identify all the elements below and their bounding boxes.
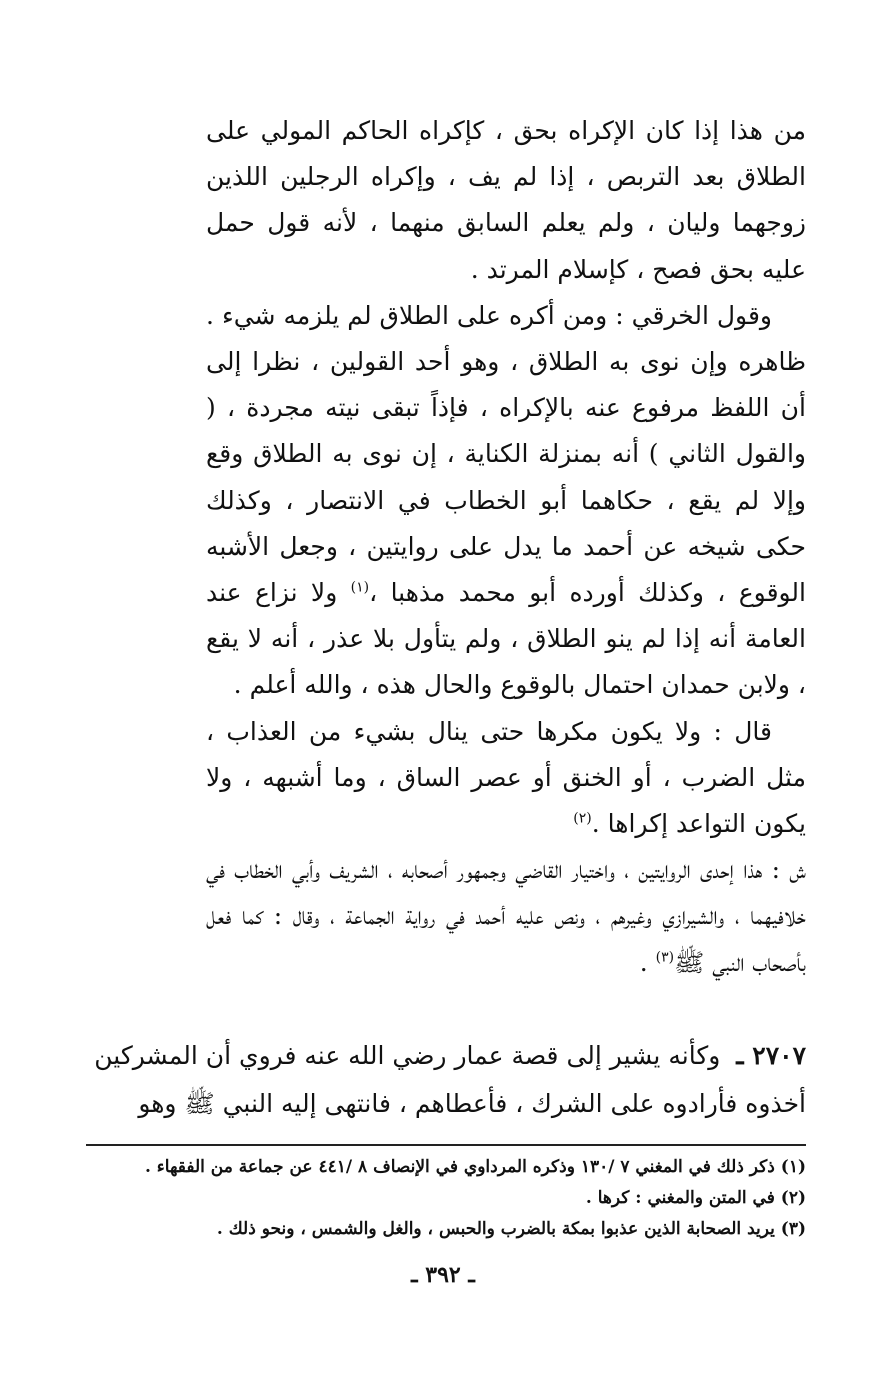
paragraph-2: وقول الخرقي : ومن أكره على الطلاق لم يلزمه شيء . ظاهره وإن نوى به الطلاق ، وهو أحد القولين ، نظرا إلى أن اللفظ مرفوع عنه بالإكراه ، فإذاً تبقى نيته مجردة ، ( والقول الثاني ) أنه بمنزلة الكناية ، إن نوى به الطلاق وقع وإلا لم يقع ، حكاهما أبو الخطاب في الانتصار ، وكذلك حكى شيخه عن أحمد ما يدل على روايتين ، وجعل الأشبه الوقوع ، وكذلك أورده أبو محمد مذهبا ،$^{(١)}$ ولا نزاع عند العامة أنه إذا لم ينو الطلاق ، ولم يتأول بلا عذر ، أنه لا يقع ، ولابن حمدان احتمال بالوقوع والحال هذه ، والله أعلم . [206,300,806,700]
issue-number: ٢٧٠٧ ـ [736,1041,806,1070]
footnote-ref-1: (١) [350,579,370,596]
footnote-ref-2: (٢) [573,810,592,827]
footnote-separator [86,1144,806,1146]
footnote-2: (٢) في المتن والمغني : كرها . [585,1188,806,1208]
footnote-1: (١) ذكر ذلك في المغني ٧ /١٣٠ وذكره المرداوي في الإنصاف ٨ /٤٤١ عن جماعة من الفقهاء . [144,1157,806,1177]
paragraph-4: ش : هذا إحدى الروايتين ، واختيار القاضي وجمهور أصحابه ، الشريف وأبي الخطاب في خلافيهما ، والشيرازي وغيرهم ، ونص عليه أحمد في رواية الجماعة ، وقال : كما فعل بأصحاب النبي ﷺ$^{(٣)}$ . [206,855,806,977]
page-number: ـ ٣٩٢ ـ [411,1262,475,1288]
footnote-ref-3: (٣) [655,949,675,966]
paragraph-1: من هذا إذا كان الإكراه بحق ، كإكراه الحاكم المولي على الطلاق بعد التربص ، إذا لم يف ، وإكراه الرجلين اللذين زوجهما وليان ، ولم يعلم السابق منهما ، لأنه قول حمل عليه بحق فصح ، كإسلام المرتد . [206,116,806,284]
issue-text: وكأنه يشير إلى قصة عمار رضي الله عنه فروي أن المشركين أخذوه فأرادوه على الشرك ، فأعطاهم ، فانتهى إليه النبي ﷺ وهو [94,1041,806,1118]
main-text [206,108,806,986]
footnotes [66,1152,806,1245]
paragraph-3: قال : ولا يكون مكرها حتى ينال بشيء من العذاب ، مثل الضرب ، أو الخنق أو عصر الساق ، وما أشبهه ، ولا يكون التواعد إكراها .$^{(٢)}$ [206,716,806,839]
footnote-3: (٣) يريد الصحابة الذين عذبوا بمكة بالضرب والحبس ، والغل والشمس ، ونحو ذلك . [216,1219,806,1239]
issue-paragraph [66,1032,806,1128]
